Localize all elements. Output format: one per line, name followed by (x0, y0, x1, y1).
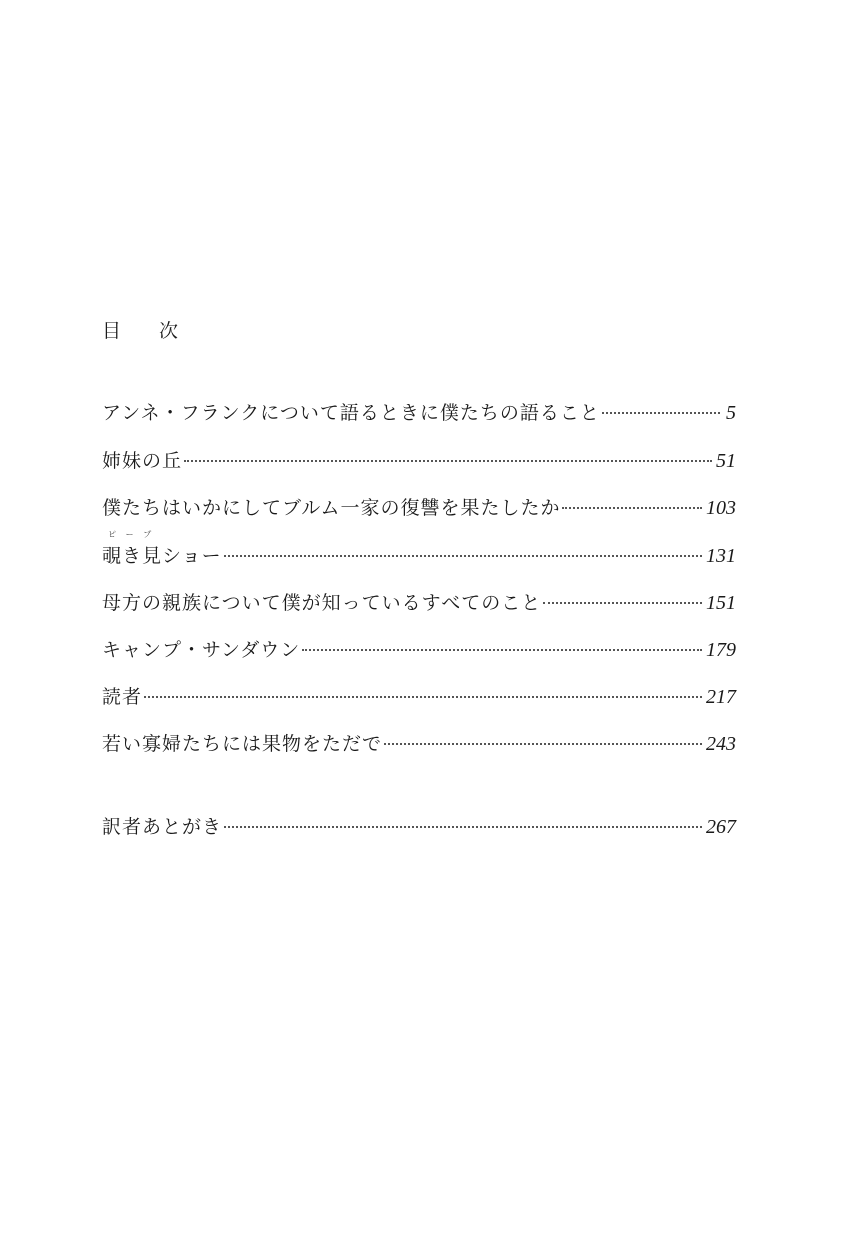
entry-page-number: 103 (706, 497, 736, 519)
entry-title: 訳者あとがき (102, 816, 223, 838)
entry-page-number: 5 (726, 402, 736, 424)
entry-page-number: 267 (706, 816, 736, 838)
dot-leader (144, 696, 702, 698)
entry-title-with-ruby (102, 530, 222, 571)
dot-leader (562, 507, 702, 509)
toc-entry[interactable] (102, 588, 736, 618)
entry-page-number: 131 (706, 545, 736, 567)
entry-title: 姉妹の丘 (102, 450, 183, 472)
ruby-annotation: ピープ (108, 530, 162, 539)
dot-leader (543, 602, 702, 604)
dot-leader (184, 460, 712, 462)
toc-entry[interactable] (102, 635, 736, 665)
entry-page-number: 151 (706, 592, 736, 614)
dot-leader (224, 555, 702, 557)
dot-leader (384, 743, 702, 745)
entry-title: キャンプ・サンダウン (102, 639, 301, 661)
toc-entry[interactable] (102, 729, 736, 759)
toc-entry[interactable] (102, 398, 736, 428)
toc-entry[interactable] (102, 446, 736, 476)
dot-leader (302, 649, 702, 651)
entry-title: 母方の親族について僕が知っているすべてのこと (102, 592, 542, 614)
entry-title: 僕たちはいかにしてブルム一家の復讐を果たしたか (102, 497, 561, 519)
entry-page-number: 179 (706, 639, 736, 661)
toc-entry-afterword[interactable] (102, 812, 736, 842)
entry-title: 若い寡婦たちには果物をただで (102, 733, 383, 755)
entry-title: アンネ・フランクについて語るときに僕たちの語ること (102, 402, 600, 424)
entry-page-number: 217 (706, 686, 736, 708)
entry-page-number: 243 (706, 733, 736, 755)
dot-leader (602, 412, 720, 414)
toc-heading: 目 次 (102, 320, 195, 342)
toc-entry[interactable] (102, 530, 736, 571)
entry-title: 読者 (102, 686, 143, 708)
toc-entry[interactable] (102, 493, 736, 523)
entry-title: 覗き見ショー (102, 545, 222, 567)
dot-leader (224, 826, 702, 828)
toc-entry[interactable] (102, 682, 736, 712)
entry-page-number: 51 (716, 450, 736, 472)
